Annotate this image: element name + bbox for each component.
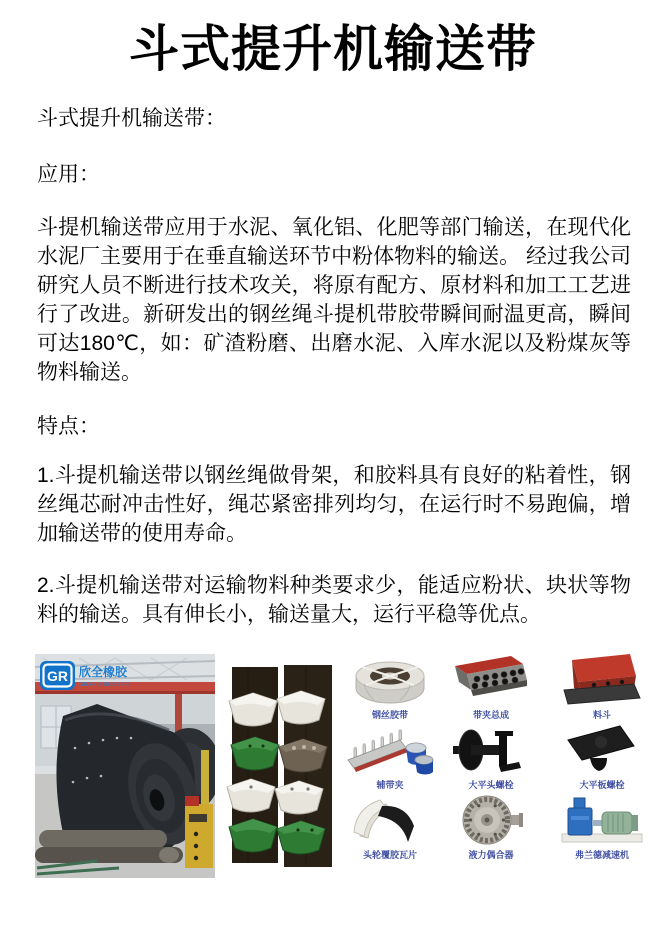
- part-label: 弗兰德减速机: [574, 850, 629, 860]
- belt-clamp-assembly-image: [445, 652, 537, 708]
- part-label: 液力偶合器: [468, 850, 514, 860]
- fluid-coupling-image: [445, 792, 537, 848]
- blue-cups: [406, 743, 433, 774]
- image-gallery: [0, 653, 666, 893]
- application-heading: 应用：: [37, 163, 100, 186]
- part-cell-steel-wire-belt: [340, 653, 440, 723]
- flat-head-bolt-image: [445, 722, 537, 778]
- part-label: 辅带夹: [376, 780, 404, 790]
- part-label: 大平头螺栓: [468, 780, 514, 790]
- logo-gr-monogram: GR: [47, 668, 68, 684]
- hopper-image: [556, 652, 648, 708]
- bucket-board-illustration: [218, 661, 348, 876]
- part-label: 大平板螺栓: [579, 780, 625, 790]
- part-cell-auxiliary-belt-clamp: [340, 723, 440, 793]
- auxiliary-belt-clamp-image: [344, 722, 436, 778]
- grand-rubber-logo: [40, 661, 129, 690]
- factory-photo-illustration: [35, 654, 215, 878]
- part-cell-flat-plate-bolt: [542, 723, 662, 793]
- logo-name-cn: 欣全橡胶: [79, 665, 128, 679]
- flat-plate-bolt-image: [556, 722, 648, 778]
- part-cell-flat-head-bolt: [440, 723, 542, 793]
- feature-item-2: 2.斗提机输送带对运输物料种类要求少，能适应粉状、块状等物料的输送。具有伸长小，输送量大，运行平稳等优点。: [37, 574, 631, 626]
- yellow-machine: [185, 796, 213, 868]
- application-paragraph: 斗提机输送带应用于水泥、氧化铝、化肥等部门输送，在现代化水泥厂主要用于在垂直输送环节中粉体物料的输送。 经过我公司研究人员不断进行技术攻关，将原有配方、原材料和加工工艺进行了改进。新研发出的钢丝绳斗提机带胶带瞬间耐温更高，瞬间可达180℃，如：矿渣粉磨、出磨水泥、入库水泥以及粉煤灰等物料输送。: [37, 216, 631, 384]
- page-title: 斗式提升机输送带: [129, 21, 537, 77]
- part-cell-head-wheel-rubber-tile: [340, 793, 440, 863]
- factory-belt-roll-photo: [35, 654, 215, 878]
- bucket-display-board-photo: [218, 661, 348, 876]
- intro-line: 斗式提升机输送带：: [37, 107, 226, 130]
- part-label: 钢丝胶带: [371, 710, 408, 720]
- part-label: 带夹总成: [472, 710, 509, 720]
- parts-grid: [340, 653, 662, 863]
- logo-name-en: GRAND RUBBER: [79, 682, 130, 688]
- part-label: 头轮覆胶瓦片: [362, 850, 417, 860]
- flender-reducer-image: [556, 792, 648, 848]
- part-cell-belt-clamp-assembly: [440, 653, 542, 723]
- head-wheel-rubber-tile-image: [344, 792, 436, 848]
- part-cell-flender-reducer: [542, 793, 662, 863]
- steel-wire-belt-image: [344, 652, 436, 708]
- part-label: 料斗: [592, 710, 611, 720]
- part-cell-hopper: [542, 653, 662, 723]
- article-body: [37, 104, 631, 629]
- part-cell-fluid-coupling: [440, 793, 542, 863]
- features-heading: 特点：: [37, 415, 100, 438]
- feature-item-1: 1.斗提机输送带以钢丝绳做骨架，和胶料具有良好的粘着性，钢丝绳芯耐冲击性好，绳芯紧密排列均匀，在运行时不易跑偏，增加输送带的使用寿命。: [37, 464, 631, 545]
